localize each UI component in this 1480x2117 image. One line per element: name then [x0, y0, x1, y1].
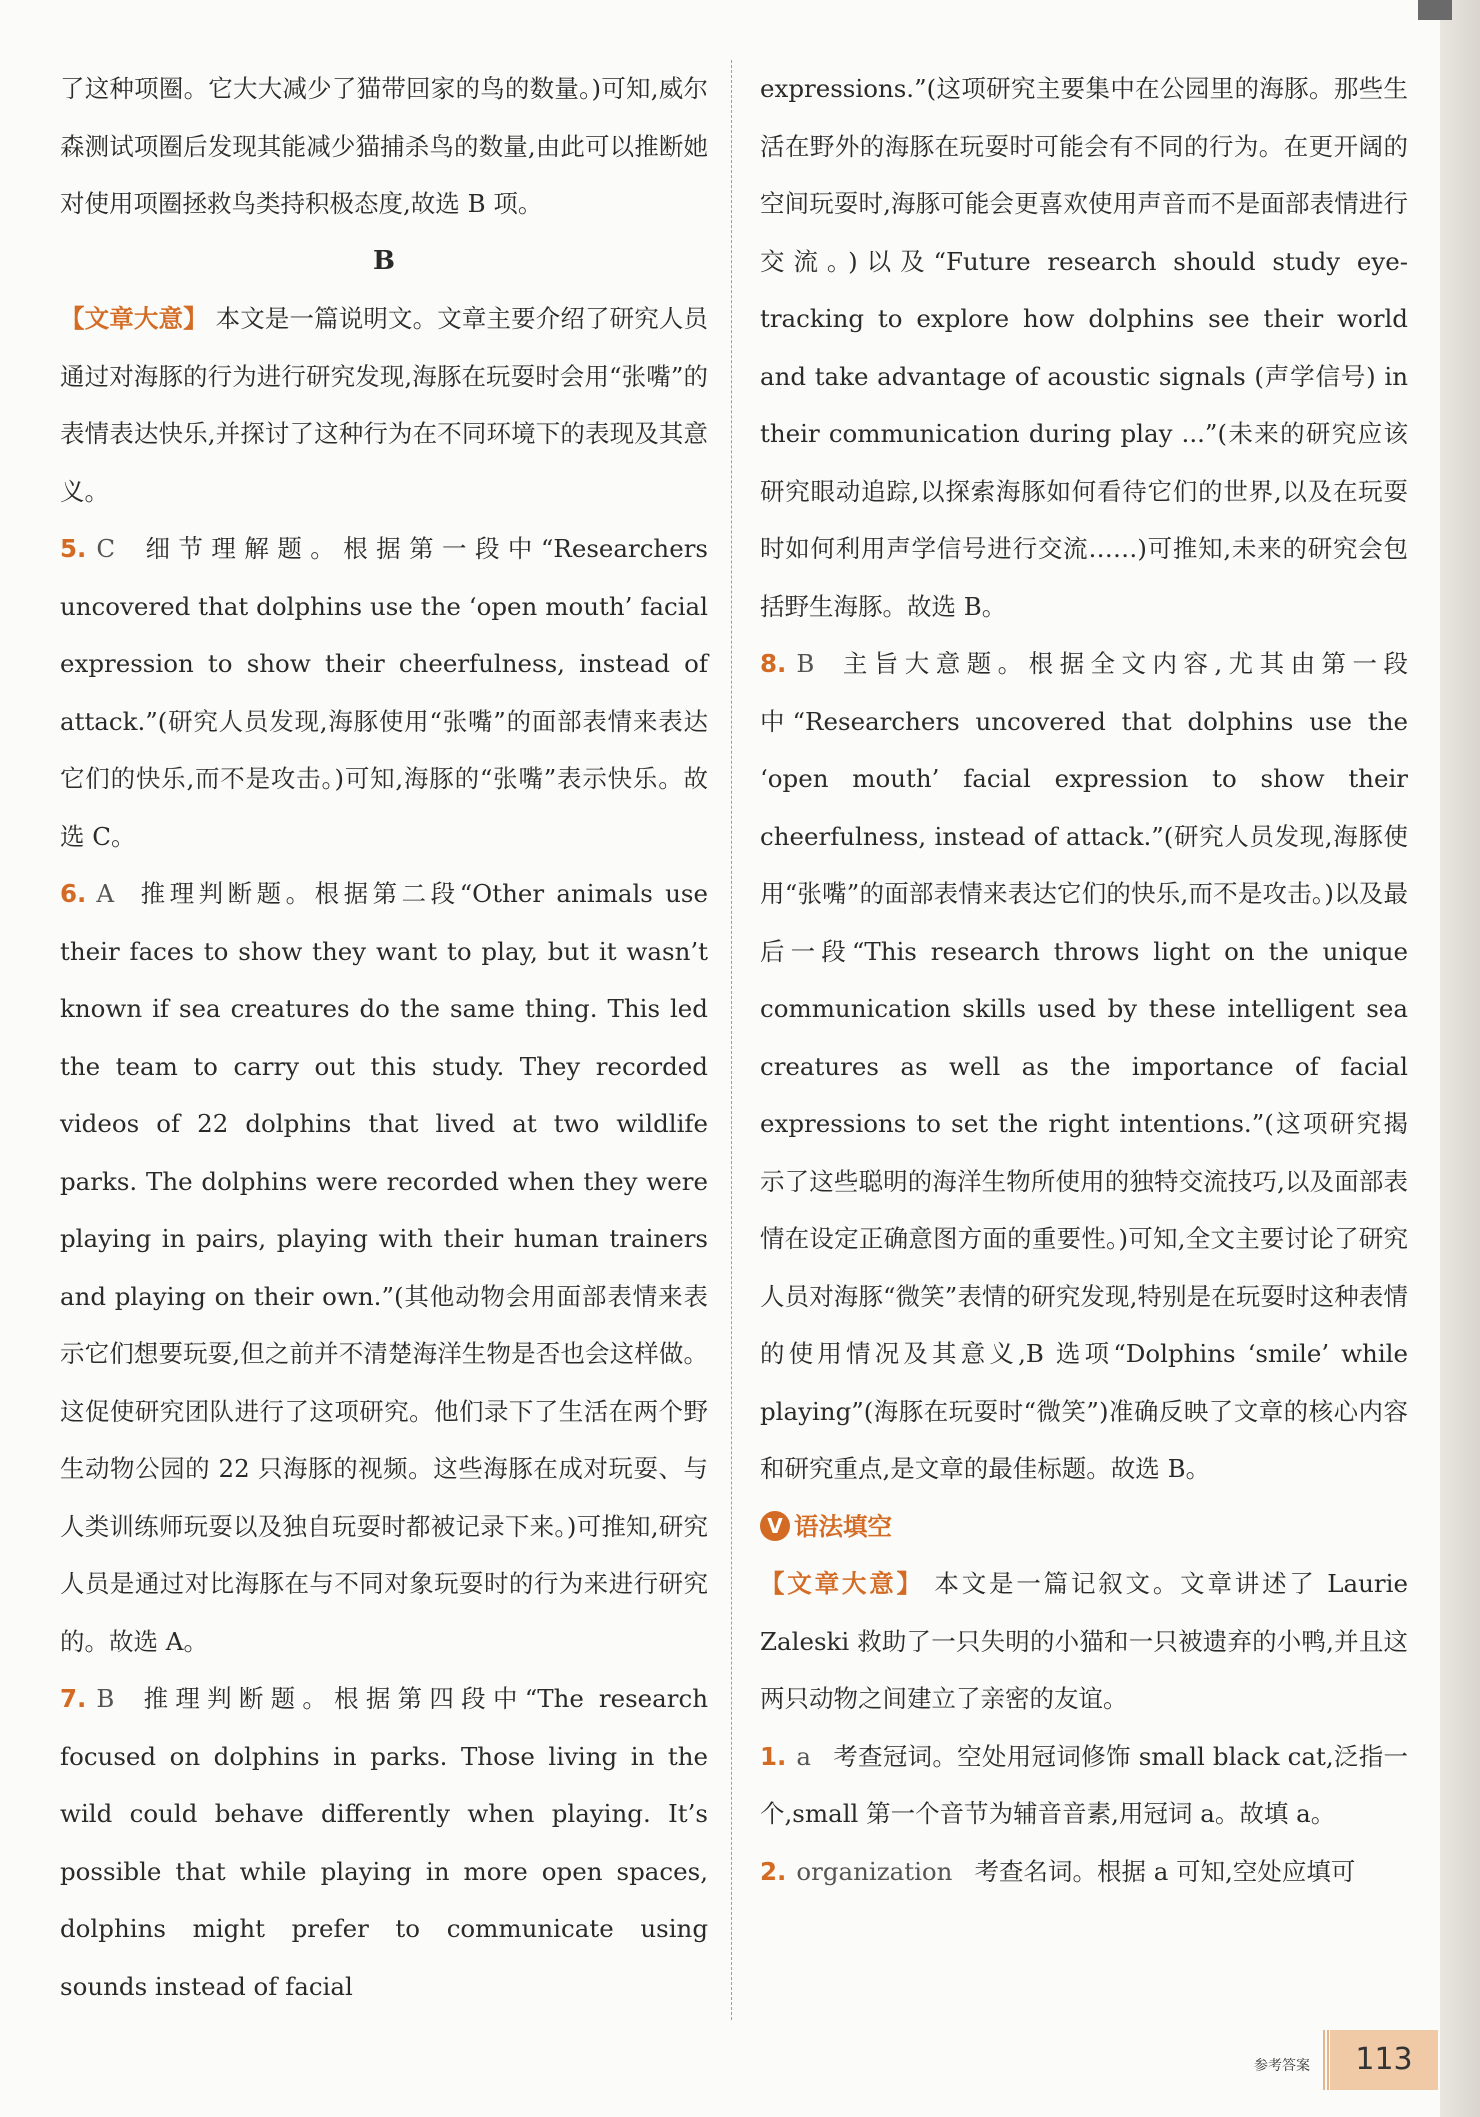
summary-tag: 【文章大意】 — [760, 1569, 924, 1598]
left-column — [60, 60, 708, 2015]
page-number: 113 — [1330, 2030, 1438, 2090]
summary-tag: 【文章大意】 — [60, 304, 208, 333]
corner-mark — [1418, 0, 1452, 20]
intro-paragraph: 了这种项圈。它大大减少了猫带回家的鸟的数量。)可知,威尔森测试项圈后发现其能减少猫捕杀鸟的数量,由此可以推断她对使用项圈拯救鸟类持积极态度,故选 B 项。 — [60, 74, 708, 218]
continued-explanation: expressions.”(这项研究主要集中在公园里的海豚。那些生活在野外的海豚在玩耍时可能会有不同的行为。在更开阔的空间玩耍时,海豚可能会更喜欢使用声音而不是面部表情进行交流。)以及“Future research should study eye-tracking to explore how dolphins see their world and take advantage of acoustic signals (声学信号) in their communication during play ...”(未来的研究应该研究眼动追踪,以探索海豚如何看待它们的世界,以及在玩耍时如何利用声学信号进行交流……)可推知,未来的研究会包括野生海豚。故选 B。 — [760, 74, 1408, 621]
answer-letter: B — [96, 1684, 115, 1713]
right-column — [760, 60, 1408, 1900]
answer-item — [60, 865, 708, 1670]
footer-label: 参考答案 — [1254, 2058, 1310, 2074]
summary-paragraph — [60, 290, 708, 520]
question-number: 5. — [60, 534, 87, 563]
answer-word: organization — [796, 1856, 953, 1886]
answer-item — [760, 635, 1408, 1498]
question-number: 7. — [60, 1684, 87, 1713]
explanation-text: 主旨大意题。根据全文内容,尤其由第一段中“Researchers uncovered that dolphins use the ‘open mouth’ facial expression to show their cheerfulness, instead of attack.”(研究人员发现,海豚使用“张嘴”的面部表情来表达它们的快乐,而不是攻击。)以及最后一段“This research throws light on the unique communication skills used by these intelligent sea creatures as well as the importance of facial expressions to set the right intentions.”(这项研究揭示了这些聪明的海洋生物所使用的独特交流技巧,以及面部表情在设定正确意图方面的重要性。)可知,全文主要讨论了研究人员对海豚“微笑”表情的研究发现,特别是在玩耍时这种表情的使用情况及其意义,B 选项“Dolphins ‘smile’ while playing”(海豚在玩耍时“微笑”)准确反映了文章的核心内容和研究重点,是文章的最佳标题。故选 B。 — [760, 649, 1408, 1483]
answer-letter: A — [96, 879, 115, 908]
question-number: 2. — [760, 1856, 787, 1886]
summary-paragraph — [760, 1555, 1408, 1728]
question-number: 8. — [760, 649, 787, 678]
section-title: 语法填空 — [794, 1511, 892, 1541]
explanation-text: 细节理解题。根据第一段中“Researchers uncovered that dolphins use the ‘open mouth’ facial expression to show their cheerfulness, instead of attack.”(研究人员发现,海豚使用“张嘴”的面部表情来表达它们的快乐,而不是攻击。)可知,海豚的“张嘴”表示快乐。故选 C。 — [60, 534, 708, 851]
summary-text: 本文是一篇说明文。文章主要介绍了研究人员通过对海豚的行为进行研究发现,海豚在玩耍时会用“张嘴”的表情表达快乐,并探讨了这种行为在不同环境下的表现及其意义。 — [60, 304, 709, 506]
page-edge — [1440, 0, 1480, 2117]
section-letter: B — [373, 245, 395, 276]
explanation-text: 考查名词。根据 a 可知,空处应填可 — [974, 1856, 1356, 1886]
section-badge: V — [760, 1511, 790, 1541]
column-divider — [731, 60, 732, 2020]
page-number-hatch — [1323, 2030, 1329, 2090]
answer-item — [760, 1728, 1408, 1843]
answer-item — [60, 1670, 708, 2015]
question-number: 1. — [760, 1741, 787, 1771]
answer-item — [60, 520, 708, 865]
answer-word: a — [796, 1741, 811, 1771]
question-number: 6. — [60, 879, 87, 908]
answer-letter: B — [796, 649, 815, 678]
section-heading — [760, 1498, 1408, 1556]
explanation-text: 推理判断题。根据第二段“Other animals use their faces to show they want to play, but it wasn’t known if sea creatures do the same thing. This led the team to carry out this study. They recorded videos of 22 dolphins that lived at two wildlife parks. The dolphins were recorded when they were playing in pairs, playing with their human trainers and playing on their own.”(其他动物会用面部表情来表示它们想要玩耍,但之前并不清楚海洋生物是否也会这样做。这促使研究团队进行了这项研究。他们录下了生活在两个野生动物公园的 22 只海豚的视频。这些海豚在成对玩耍、与人类训练师玩耍以及独自玩耍时都被记录下来。)可推知,研究人员是通过对比海豚在与不同对象玩耍时的行为来进行研究的。故选 A。 — [60, 879, 708, 1656]
answer-letter: C — [96, 534, 116, 563]
explanation-text: 考查冠词。空处用冠词修饰 small black cat,泛指一个,small 第一个音节为辅音音素,用冠词 a。故填 a。 — [760, 1741, 1408, 1828]
explanation-text: 推理判断题。根据第四段中“The research focused on dolphins in parks. Those living in the wild could behave differently when playing. It’s possible that while playing in more open spaces, dolphins might prefer to communicate using sounds instead of facial — [60, 1684, 708, 2001]
summary-text: 本文是一篇记叙文。文章讲述了 Laurie Zaleski 救助了一只失明的小猫和一只被遗弃的小鸭,并且这两只动物之间建立了亲密的友谊。 — [760, 1569, 1408, 1713]
answer-item — [760, 1843, 1408, 1901]
